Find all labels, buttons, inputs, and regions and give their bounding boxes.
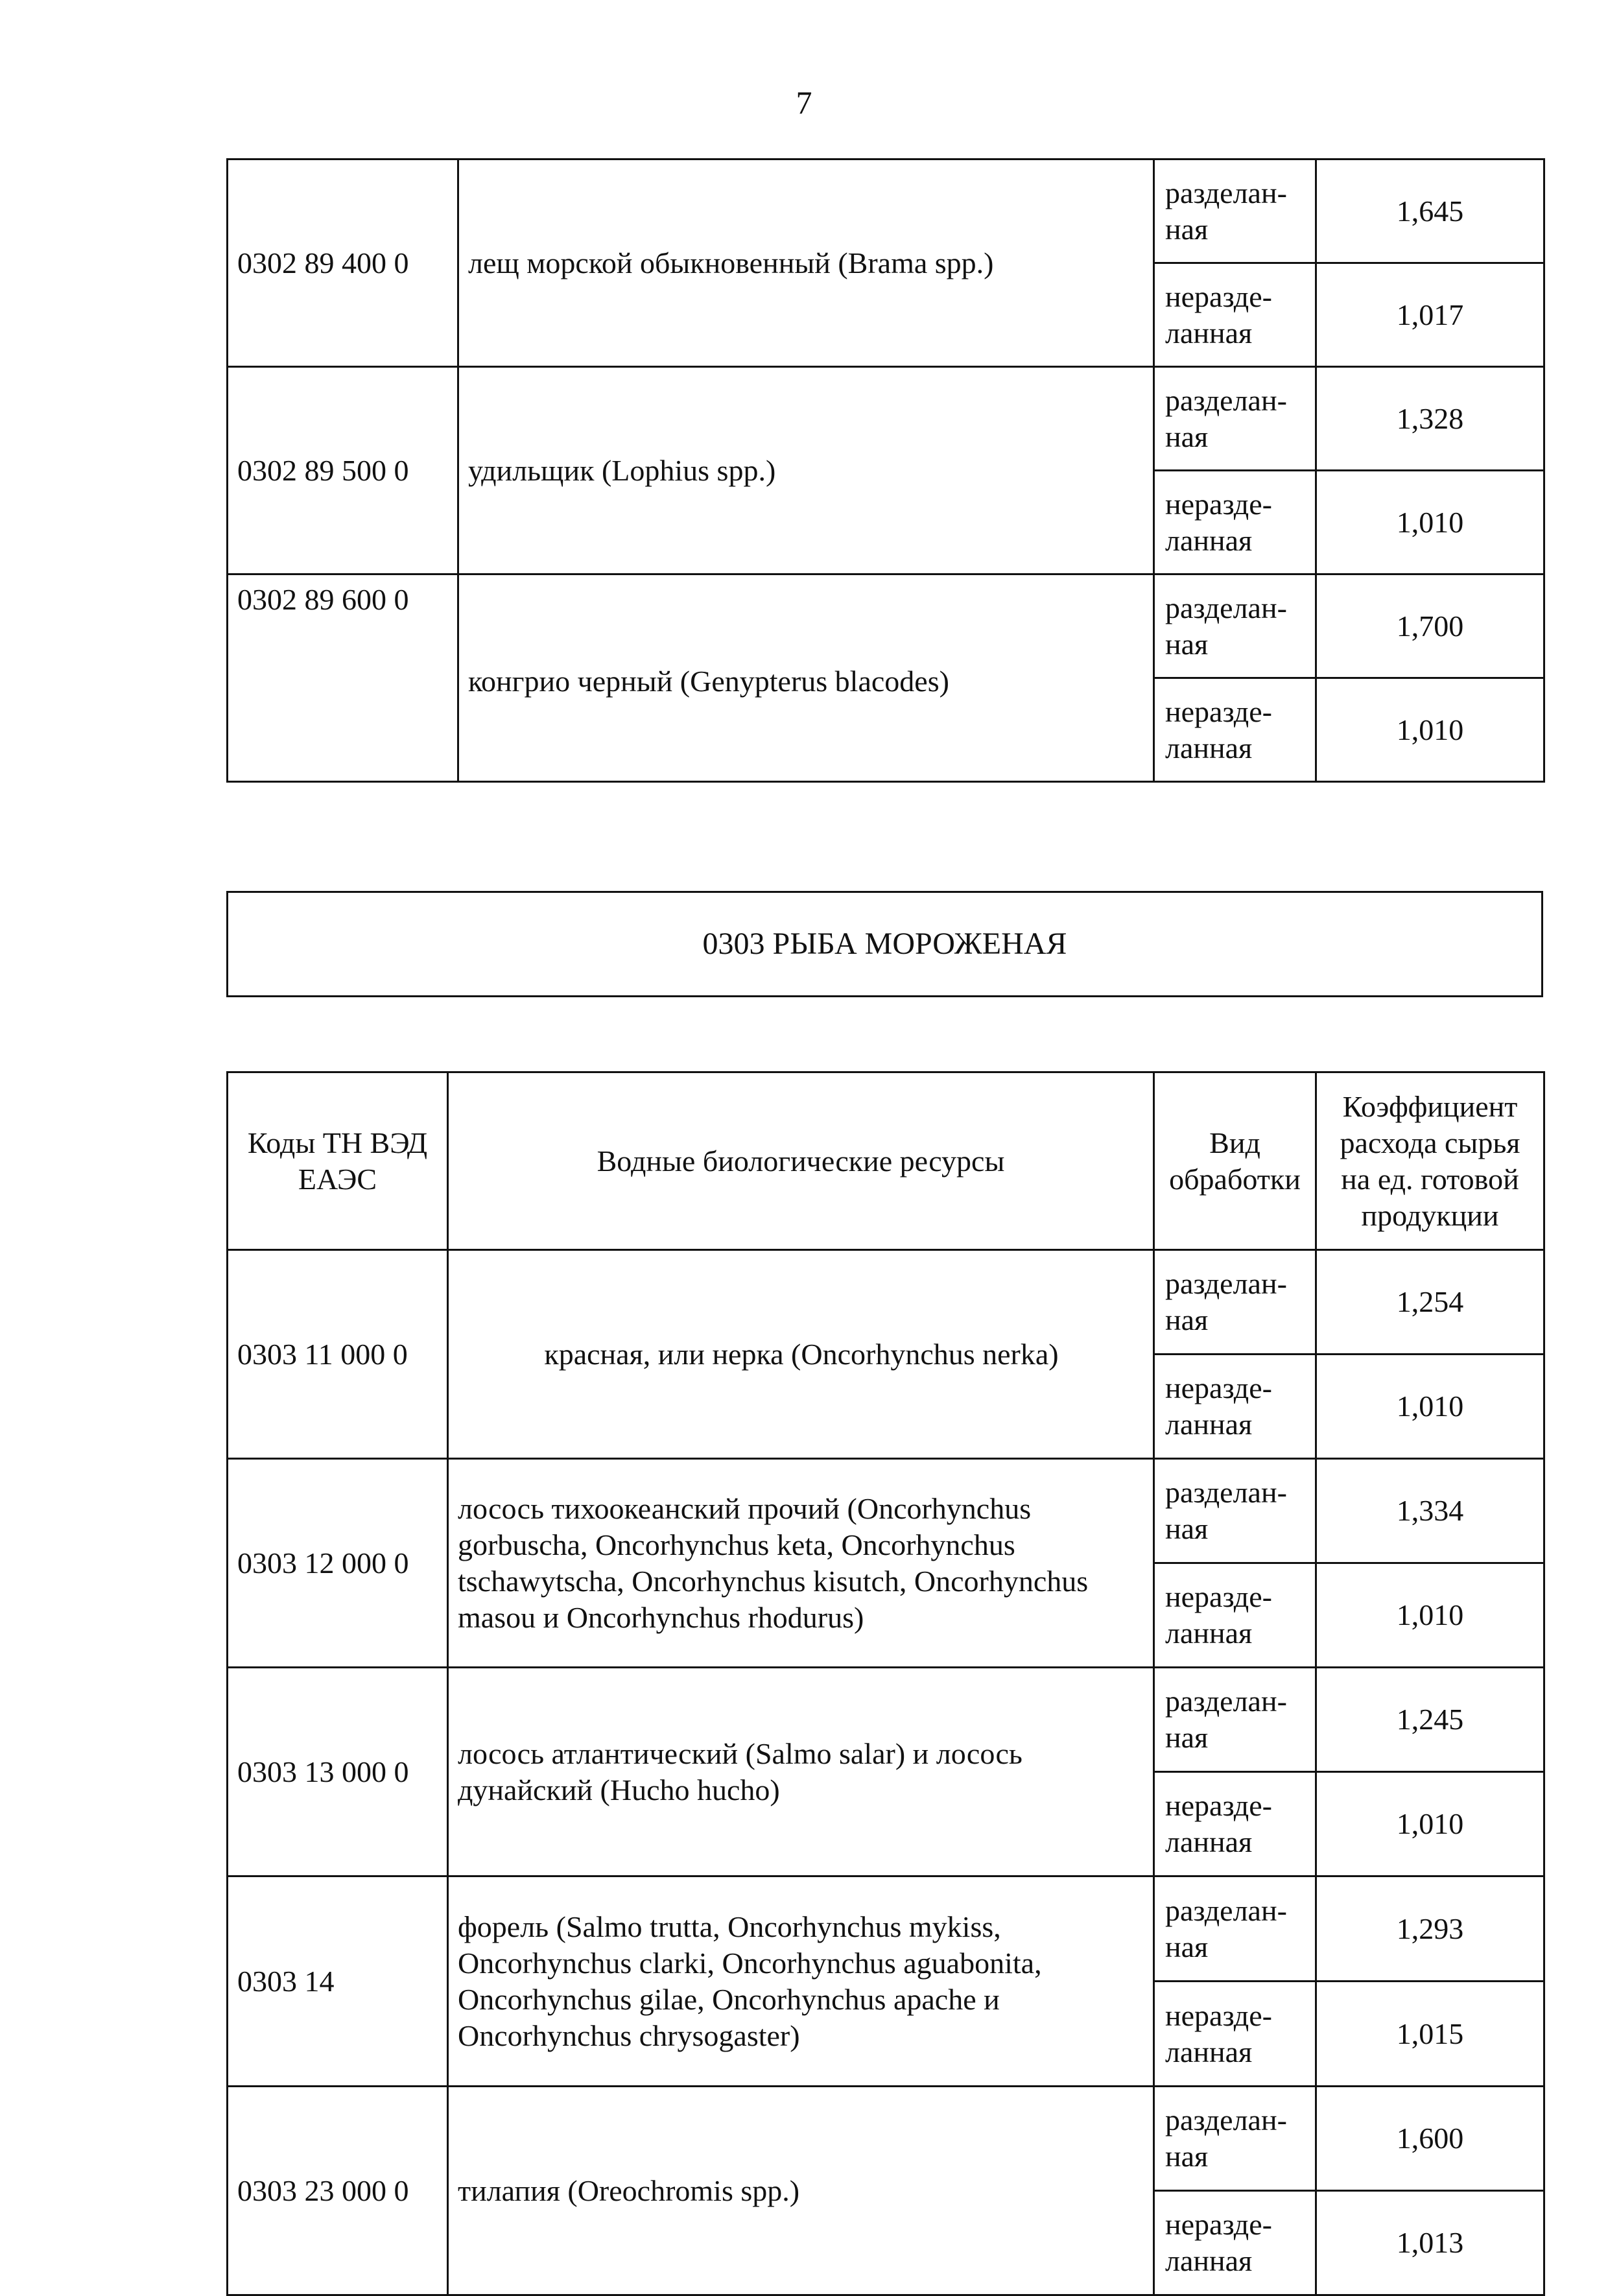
processing-type-cell: разделан- ная [1154, 574, 1316, 678]
processing-type-cell: разделан- ная [1154, 1668, 1316, 1772]
section-row [228, 892, 1543, 997]
page-number: 7 [796, 84, 812, 121]
table-row [228, 160, 1544, 263]
coefficient-cell: 1,010 [1316, 678, 1544, 782]
code-cell: 0303 13 000 0 [228, 1668, 448, 1876]
header-processing-type: Вид обработки [1154, 1072, 1316, 1250]
header-codes: Коды ТН ВЭД ЕАЭС [228, 1072, 448, 1250]
header-resources: Водные биологические ресурсы [448, 1072, 1154, 1250]
coefficient-cell: 1,010 [1316, 471, 1544, 574]
coefficient-cell: 1,010 [1316, 1355, 1544, 1459]
coefficient-cell: 1,700 [1316, 574, 1544, 678]
resource-cell: тилапия (Oreochromis spp.) [448, 2087, 1154, 2295]
processing-type-cell: разделан- ная [1154, 1459, 1316, 1563]
table-row [228, 1250, 1544, 1355]
coefficient-cell: 1,010 [1316, 1563, 1544, 1668]
processing-type-cell: неразде- ланная [1154, 263, 1316, 367]
code-cell: 0302 89 400 0 [228, 160, 458, 367]
code-cell: 0303 12 000 0 [228, 1459, 448, 1668]
coefficient-cell: 1,015 [1316, 1982, 1544, 2087]
coefficient-cell: 1,254 [1316, 1250, 1544, 1355]
processing-type-cell: неразде- ланная [1154, 471, 1316, 574]
resource-cell: красная, или нерка (Oncorhynchus nerka) [448, 1250, 1154, 1459]
table-row [228, 1459, 1544, 1563]
table-header-row [228, 1072, 1544, 1250]
code-cell: 0303 11 000 0 [228, 1250, 448, 1459]
header-coefficient: Коэффициент расхода сырья на ед. готовой продукции [1316, 1072, 1544, 1250]
resource-cell: удильщик (Lophius spp.) [458, 367, 1154, 574]
processing-type-cell: разделан- ная [1154, 160, 1316, 263]
section-table [226, 891, 1543, 997]
table-row [228, 2087, 1544, 2191]
processing-type-cell: неразде- ланная [1154, 678, 1316, 782]
frozen-fish-table [226, 1071, 1545, 2296]
processing-type-cell: разделан- ная [1154, 1250, 1316, 1355]
code-cell: 0302 89 600 0 [228, 574, 458, 782]
processing-type-cell: разделан- ная [1154, 1876, 1316, 1982]
resource-cell: лосось атлантический (Salmo salar) и лосось дунайский (Hucho hucho) [448, 1668, 1154, 1876]
resource-cell: лосось тихоокеанский прочий (Oncorhynchus gorbuscha, Oncorhynchus keta, Oncorhynchus tschawytscha, Oncorhynchus kisutch, Oncorhynchus masou и Oncorhynchus rhodurus) [448, 1459, 1154, 1668]
coefficient-cell: 1,293 [1316, 1876, 1544, 1982]
coefficient-cell: 1,328 [1316, 367, 1544, 471]
coefficient-cell: 1,013 [1316, 2191, 1544, 2295]
processing-type-cell: неразде- ланная [1154, 1982, 1316, 2087]
code-cell: 0303 14 [228, 1876, 448, 2087]
table-row [228, 367, 1544, 471]
code-cell: 0302 89 500 0 [228, 367, 458, 574]
coefficient-cell: 1,334 [1316, 1459, 1544, 1563]
coefficient-cell: 1,010 [1316, 1772, 1544, 1876]
table-row [228, 1668, 1544, 1772]
processing-type-cell: разделан- ная [1154, 367, 1316, 471]
coefficient-cell: 1,600 [1316, 2087, 1544, 2191]
continuation-table [226, 158, 1545, 783]
resource-cell: конгрио черный (Genypterus blacodes) [458, 574, 1154, 782]
code-cell: 0303 23 000 0 [228, 2087, 448, 2295]
coefficient-cell: 1,245 [1316, 1668, 1544, 1772]
table-row [228, 574, 1544, 678]
table-row [228, 1876, 1544, 1982]
processing-type-cell: неразде- ланная [1154, 1563, 1316, 1668]
resource-cell: форель (Salmo trutta, Oncorhynchus mykiss, Oncorhynchus clarki, Oncorhynchus aguabonita, Oncorhynchus gilae, Oncorhynchus apache и Oncorhynchus chrysogaster) [448, 1876, 1154, 2087]
coefficient-cell: 1,645 [1316, 160, 1544, 263]
coefficient-cell: 1,017 [1316, 263, 1544, 367]
processing-type-cell: неразде- ланная [1154, 2191, 1316, 2295]
processing-type-cell: разделан- ная [1154, 2087, 1316, 2191]
section-title: 0303 РЫБА МОРОЖЕНАЯ [228, 892, 1543, 997]
resource-cell: лещ морской обыкновенный (Brama spp.) [458, 160, 1154, 367]
processing-type-cell: неразде- ланная [1154, 1355, 1316, 1459]
processing-type-cell: неразде- ланная [1154, 1772, 1316, 1876]
